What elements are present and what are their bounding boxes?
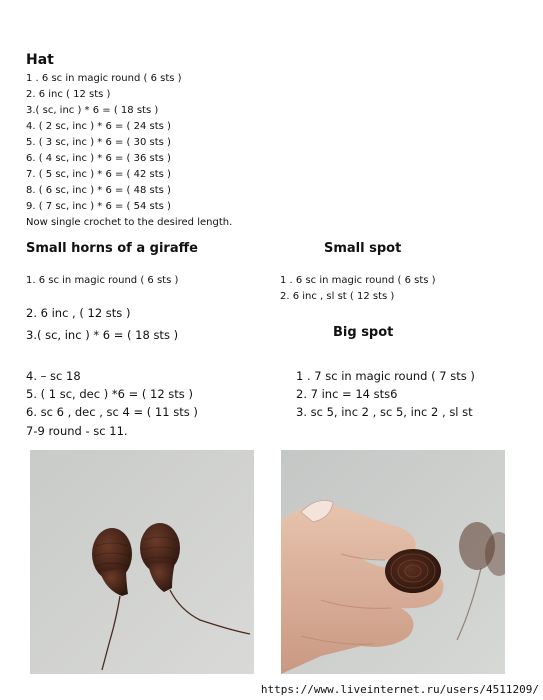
big-spot-title: Big spot: [333, 325, 394, 340]
hat-row: 2. 6 inc ( 12 sts ): [26, 89, 111, 100]
horns-row: 2. 6 inc , ( 12 sts ): [26, 306, 131, 320]
horns-row: 1. 6 sc in magic round ( 6 sts ): [26, 275, 179, 286]
hat-row: 5. ( 3 sc, inc ) * 6 = ( 30 sts ): [26, 137, 171, 148]
hat-row: 3.( sc, inc ) * 6 = ( 18 sts ): [26, 105, 159, 116]
horns-photo: [30, 450, 254, 674]
hat-row: 9. ( 7 sc, inc ) * 6 = ( 54 sts ): [26, 201, 171, 212]
horns-row: 7-9 round - sc 11.: [26, 424, 128, 438]
small-spot-row: 2. 6 inc , sl st ( 12 sts ): [280, 291, 395, 302]
hat-note: Now single crochet to the desired length.: [26, 217, 233, 228]
small-spot-row: 1 . 6 sc in magic round ( 6 sts ): [280, 275, 436, 286]
big-spot-row: 2. 7 inc = 14 sts6: [296, 387, 398, 401]
hat-title: Hat: [26, 52, 54, 68]
big-spot-row: 1 . 7 sc in magic round ( 7 sts ): [296, 369, 475, 383]
horns-row: 4. – sc 18: [26, 369, 81, 383]
hat-row: 4. ( 2 sc, inc ) * 6 = ( 24 sts ): [26, 121, 171, 132]
hat-row: 6. ( 4 sc, inc ) * 6 = ( 36 sts ): [26, 153, 171, 164]
source-url[interactable]: https://www.liveinternet.ru/users/4511209/: [260, 683, 539, 696]
big-spot-photo: [281, 450, 505, 674]
horns-row: 3.( sc, inc ) * 6 = ( 18 sts ): [26, 328, 179, 342]
small-spot-title: Small spot: [324, 241, 402, 256]
hat-row: 7. ( 5 sc, inc ) * 6 = ( 42 sts ): [26, 169, 171, 180]
big-spot-row: 3. sc 5, inc 2 , sc 5, inc 2 , sl st: [296, 405, 473, 419]
horns-title: Small horns of a giraffe: [26, 241, 198, 256]
hat-row: 8. ( 6 sc, inc ) * 6 = ( 48 sts ): [26, 185, 171, 196]
horns-row: 5. ( 1 sc, dec ) *6 = ( 12 sts ): [26, 387, 193, 401]
horns-row: 6. sc 6 , dec , sc 4 = ( 11 sts ): [26, 405, 198, 419]
hat-row: 1 . 6 sc in magic round ( 6 sts ): [26, 73, 182, 84]
